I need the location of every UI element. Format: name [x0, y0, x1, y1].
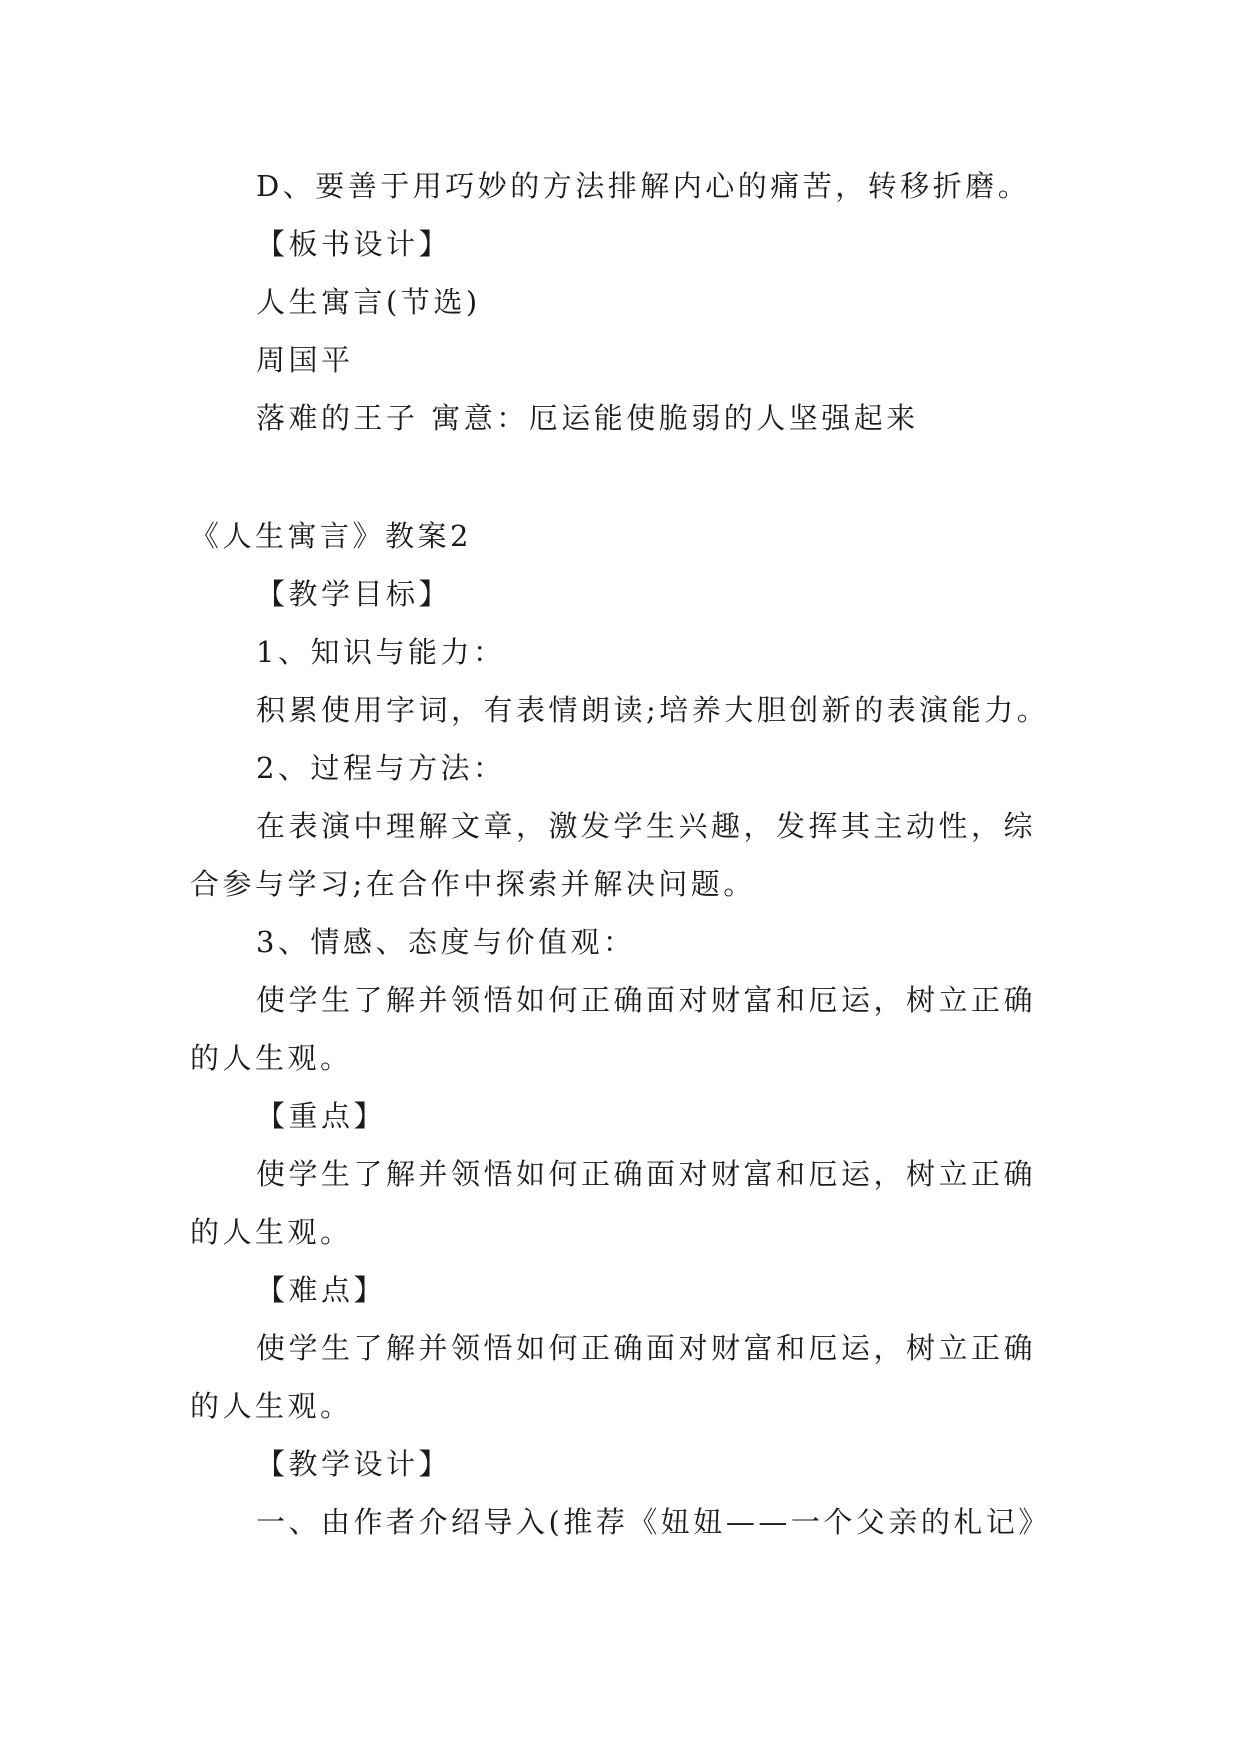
- text-line: 的人生观。: [190, 1041, 353, 1075]
- text-line: 合参与学习;在合作中探索并解决问题。: [190, 867, 756, 901]
- text-line: 一、由作者介绍导入(推荐《妞妞——一个父亲的札记》: [256, 1505, 1051, 1539]
- text-line: 周国平: [256, 343, 354, 377]
- text-line: 落难的王子 寓意：厄运能使脆弱的人坚强起来: [256, 401, 919, 435]
- text-line: 3、情感、态度与价值观：: [256, 925, 636, 959]
- text-line: 2、过程与方法：: [256, 751, 506, 785]
- section-heading: 【重点】: [256, 1099, 387, 1133]
- section-heading: 【教学设计】: [256, 1447, 452, 1481]
- text-line: 使学生了解并领悟如何正确面对财富和厄运，树立正确: [256, 983, 1037, 1017]
- document-title: 《人生寓言》教案2: [190, 519, 472, 553]
- text-line: 使学生了解并领悟如何正确面对财富和厄运，树立正确: [256, 1157, 1037, 1191]
- text-line: 在表演中理解文章，激发学生兴趣，发挥其主动性，综: [256, 809, 1037, 843]
- section-heading: 【教学目标】: [256, 577, 452, 611]
- text-line: 的人生观。: [190, 1389, 353, 1423]
- text-line: D、要善于用巧妙的方法排解内心的痛苦，转移折磨。: [256, 169, 1031, 203]
- text-line: 人生寓言(节选): [256, 285, 481, 319]
- text-line: 积累使用字词，有表情朗读;培养大胆创新的表演能力。: [256, 693, 1050, 727]
- text-line: 1、知识与能力：: [256, 635, 506, 669]
- section-heading: 【难点】: [256, 1273, 387, 1307]
- section-heading: 【板书设计】: [256, 227, 452, 261]
- text-line: 使学生了解并领悟如何正确面对财富和厄运，树立正确: [256, 1331, 1037, 1365]
- text-line: 的人生观。: [190, 1215, 353, 1249]
